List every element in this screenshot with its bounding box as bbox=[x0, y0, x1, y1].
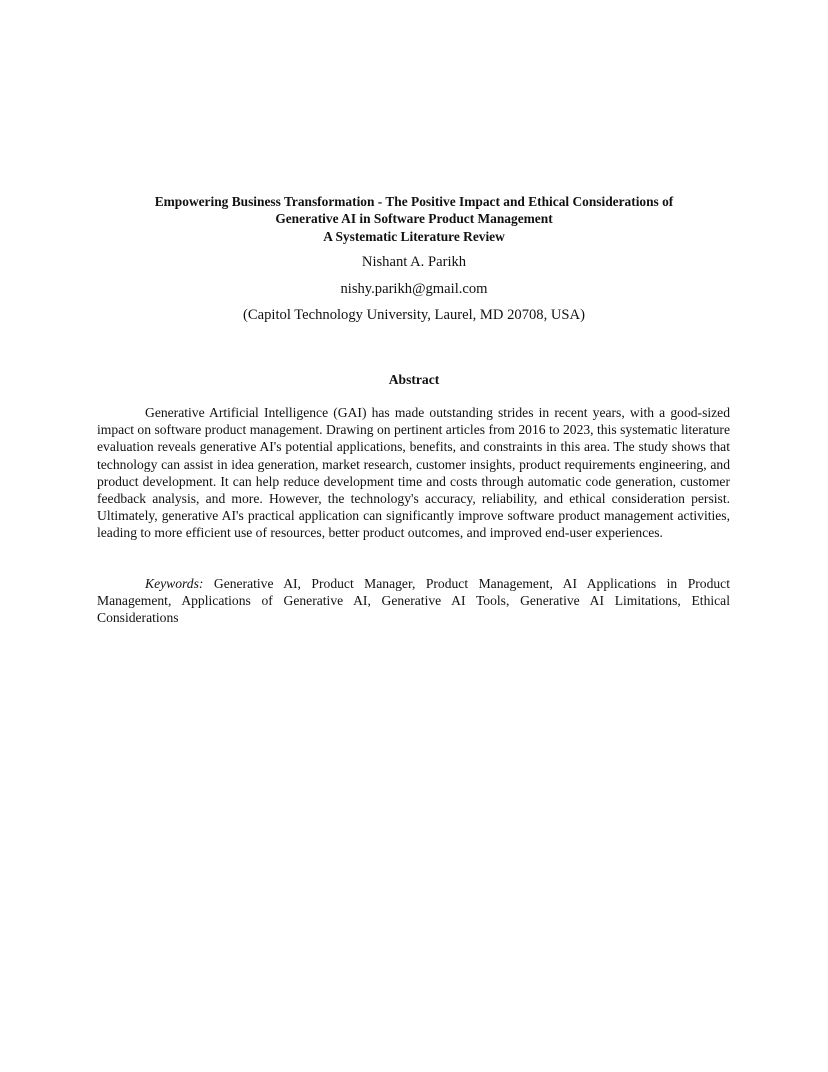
keywords-label: Keywords: bbox=[145, 576, 204, 591]
title-line-3: A Systematic Literature Review bbox=[323, 228, 505, 244]
title-line-1: Empowering Business Transformation - The Positive Impact and Ethical Considerations of bbox=[154, 194, 674, 209]
abstract-heading: Abstract bbox=[388, 372, 440, 387]
title-line-2: Generative AI in Software Product Management bbox=[275, 211, 553, 227]
keywords-paragraph bbox=[97, 575, 730, 627]
author-affiliation: (Capitol Technology University, Laurel, MD 20708, USA) bbox=[243, 307, 585, 323]
author-name: Nishant A. Parikh bbox=[361, 254, 467, 270]
keywords-text: Generative AI, Product Manager, Product Management, AI Applications in Product Management, Applications of Generative AI, Generative AI Tools, Generative AI Limitations, Ethical Considerations bbox=[97, 576, 730, 626]
paper-title bbox=[96, 193, 732, 245]
author-email: nishy.parikh@gmail.com bbox=[340, 281, 488, 297]
abstract-body: Generative Artificial Intelligence (GAI) has made outstanding strides in recent years, with a good-sized impact on software product management. Drawing on pertinent articles from 2016 to 2023, this systematic literature evaluation reveals generative AI's potential applications, benefits, and constraints in this area. The study shows that technology can assist in idea generation, market research, customer insights, product requirements engineering, and product development. It can help reduce development time and costs through automatic code generation, customer feedback analysis, and more. However, the technology's accuracy, reliability, and ethical consideration persist. Ultimately, generative AI's practical application can significantly improve software product management activities, leading to more efficient use of resources, better product outcomes, and improved end-user experiences. bbox=[97, 405, 730, 541]
